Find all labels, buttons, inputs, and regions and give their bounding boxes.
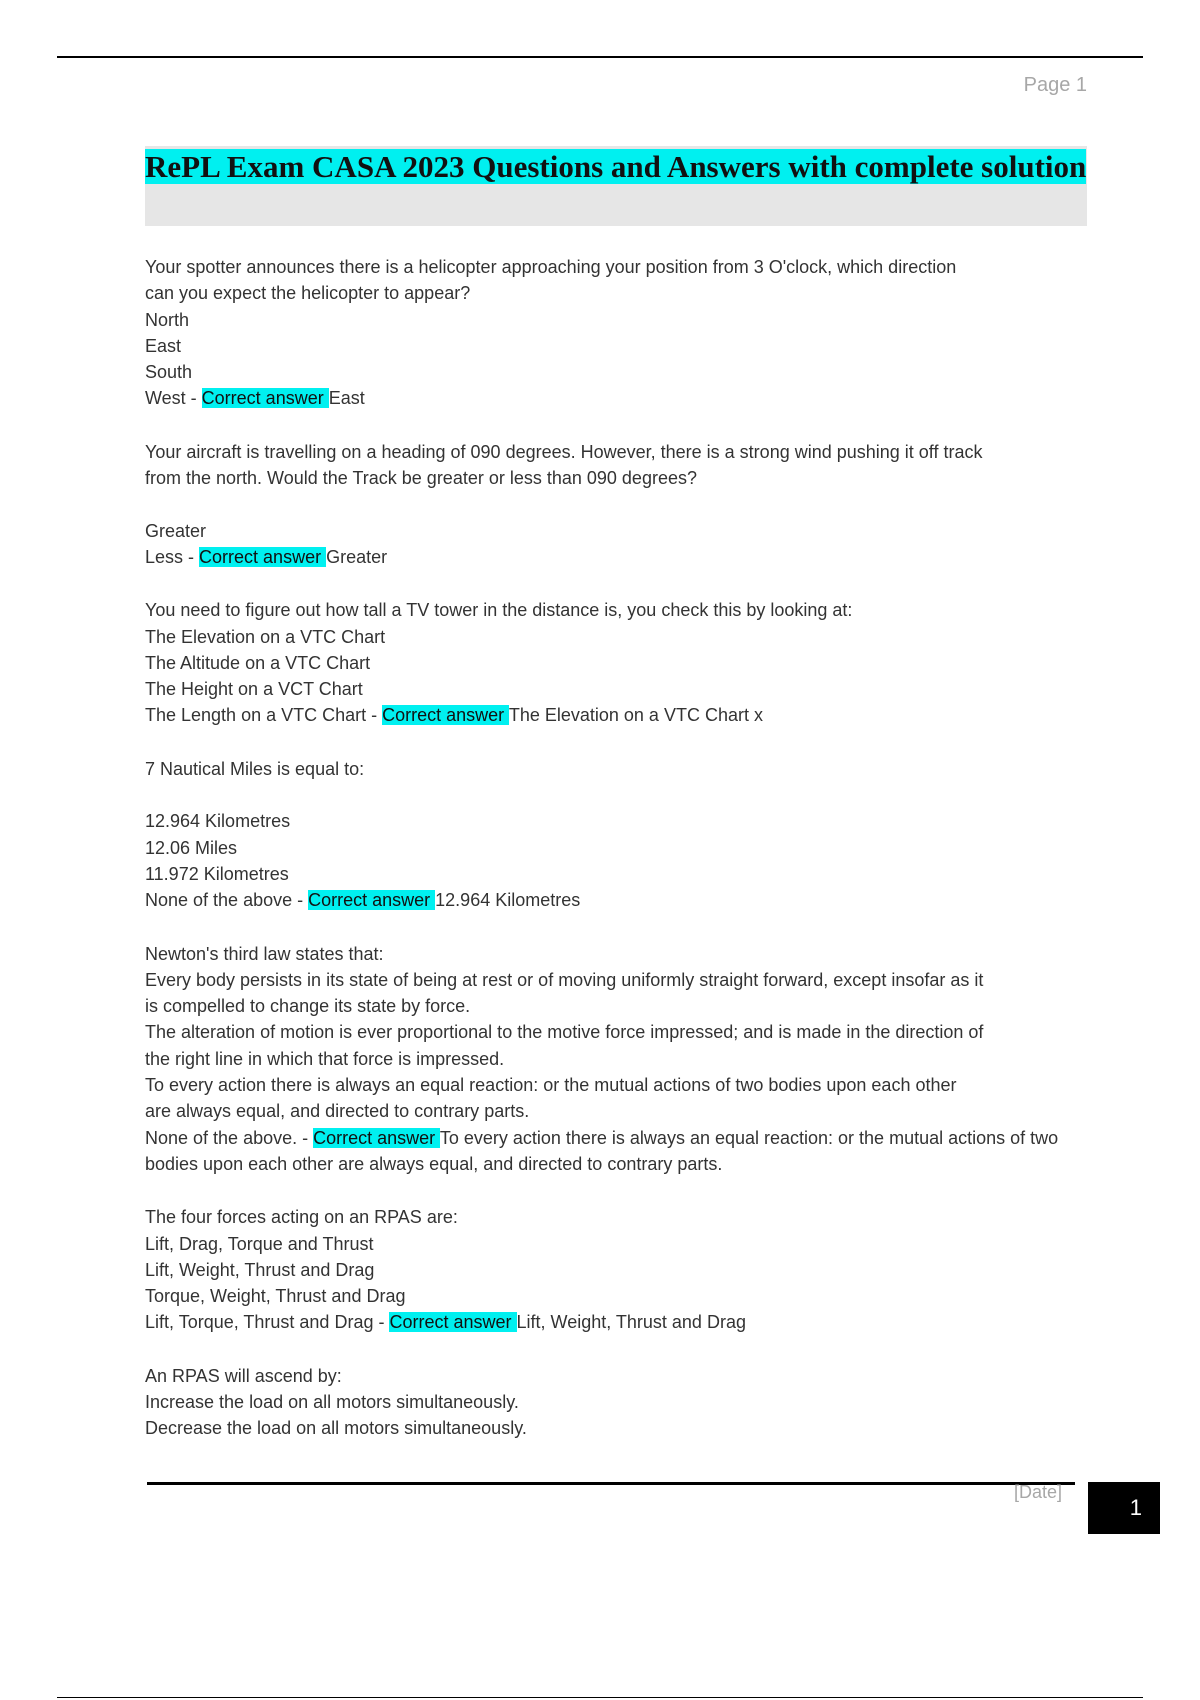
document-title bbox=[145, 146, 1087, 188]
page-number: 1 bbox=[1129, 1495, 1142, 1520]
question-block bbox=[145, 941, 1095, 1178]
answer-line bbox=[145, 1125, 1095, 1178]
question-line: Your spotter announces there is a helicopter approaching your position from 3 O'clock, which direction bbox=[145, 257, 957, 277]
header-rule bbox=[57, 56, 1143, 58]
answer-line bbox=[145, 544, 1095, 570]
correct-answer-label: Correct answer bbox=[308, 890, 436, 911]
correct-answer-text: East bbox=[328, 388, 365, 409]
question-block bbox=[145, 1204, 1095, 1335]
question-line: North bbox=[145, 309, 190, 330]
question-line: The Elevation on a VTC Chart bbox=[145, 626, 386, 647]
question-line: Every body persists in its state of being at rest or of moving uniformly straight forward, except insofar as it bbox=[145, 969, 984, 990]
answer-option-prefix: West - bbox=[145, 388, 202, 409]
question-line: East bbox=[145, 335, 182, 356]
answer-option-prefix: The Length on a VTC Chart - bbox=[145, 705, 383, 726]
question-line: can you expect the helicopter to appear? bbox=[145, 283, 471, 304]
footer-rule bbox=[147, 1482, 1075, 1485]
question-line: 11.972 Kilometres bbox=[145, 863, 289, 884]
answer-option-prefix: Less - bbox=[145, 546, 200, 567]
question-line: Decrease the load on all motors simultaneously. bbox=[145, 1418, 527, 1439]
title-band bbox=[145, 146, 1087, 226]
question-line: The Altitude on a VTC Chart bbox=[145, 652, 371, 673]
correct-answer-text: Greater bbox=[326, 546, 388, 567]
blank-line bbox=[145, 782, 1095, 808]
question-line: Your aircraft is travelling on a heading of 090 degrees. However, there is a strong wind pushing it off track bbox=[145, 441, 983, 462]
question-line: The Height on a VCT Chart bbox=[145, 679, 363, 700]
question-line: An RPAS will ascend by: bbox=[145, 1365, 342, 1386]
correct-answer-text: To every action there is always an equal reaction: or the mutual actions of two bodies upon each other are always equal, and directed to contrary parts. bbox=[145, 1127, 1064, 1174]
question-block bbox=[145, 597, 1095, 728]
correct-answer-label: Correct answer bbox=[313, 1127, 440, 1148]
question-line: Increase the load on all motors simultaneously. bbox=[145, 1391, 519, 1412]
question-line: Lift, Weight, Thrust and Drag bbox=[145, 1259, 375, 1280]
question-line: The alteration of motion is ever proportional to the motive force impressed; and is made in the direction of bbox=[145, 1022, 984, 1043]
question-line: are always equal, and directed to contrary parts. bbox=[145, 1101, 530, 1122]
correct-answer-label: Correct answer bbox=[199, 546, 327, 567]
question-line: 12.06 Miles bbox=[145, 837, 238, 858]
question-list bbox=[145, 254, 1095, 1469]
question-line: 7 Nautical Miles is equal to: bbox=[145, 758, 365, 779]
question-line: To every action there is always an equal reaction: or the mutual actions of two bodies upon each other bbox=[145, 1075, 957, 1096]
question-line: Torque, Weight, Thrust and Drag bbox=[145, 1286, 406, 1307]
page-number-box bbox=[1088, 1482, 1160, 1534]
question-block bbox=[145, 254, 1095, 412]
question-line: 12.964 Kilometres bbox=[145, 811, 291, 832]
page-label: Page 1 bbox=[1023, 74, 1087, 96]
question-block bbox=[145, 756, 1095, 914]
question-block bbox=[145, 439, 1095, 570]
answer-line bbox=[145, 385, 1095, 411]
question-line: Greater bbox=[145, 520, 207, 541]
question-block bbox=[145, 1363, 1095, 1442]
blank-line bbox=[145, 491, 1095, 517]
document-title-text: RePL Exam CASA 2023 Questions and Answers with complete solution bbox=[145, 149, 1087, 184]
correct-answer-label: Correct answer bbox=[382, 705, 509, 726]
correct-answer-label: Correct answer bbox=[389, 1312, 517, 1333]
correct-answer-text: The Elevation on a VTC Chart x bbox=[508, 705, 763, 726]
question-line: is compelled to change its state by force. bbox=[145, 996, 471, 1017]
correct-answer-text: 12.964 Kilometres bbox=[435, 890, 581, 911]
correct-answer-text: Lift, Weight, Thrust and Drag bbox=[516, 1312, 746, 1333]
question-line: You need to figure out how tall a TV tower in the distance is, you check this by looking at: bbox=[145, 600, 853, 621]
correct-answer-label: Correct answer bbox=[201, 388, 329, 409]
answer-option-prefix: None of the above. - bbox=[145, 1127, 314, 1148]
question-line: the right line in which that force is impressed. bbox=[145, 1048, 505, 1069]
answer-option-prefix: Lift, Torque, Thrust and Drag - bbox=[145, 1312, 390, 1333]
bottom-rule bbox=[57, 1697, 1143, 1698]
answer-line bbox=[145, 887, 1095, 913]
question-line: The four forces acting on an RPAS are: bbox=[145, 1207, 458, 1228]
answer-line bbox=[145, 702, 1095, 728]
answer-option-prefix: None of the above - bbox=[145, 890, 309, 911]
question-line: Lift, Drag, Torque and Thrust bbox=[145, 1233, 374, 1254]
answer-line bbox=[145, 1309, 1095, 1335]
question-line: Newton's third law states that: bbox=[145, 943, 384, 964]
footer-date: [Date] bbox=[1014, 1482, 1063, 1502]
question-line: South bbox=[145, 362, 193, 383]
question-line: from the north. Would the Track be greater or less than 090 degrees? bbox=[145, 468, 697, 489]
